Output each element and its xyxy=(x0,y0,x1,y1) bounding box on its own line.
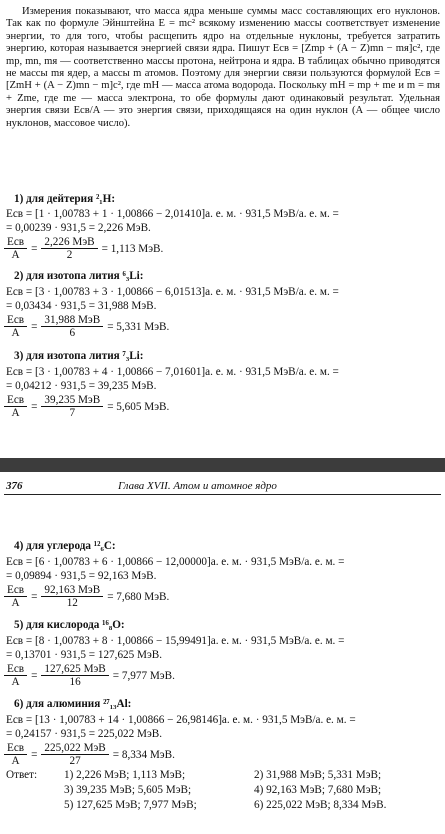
value-fraction: $\frac{\text{31,988 МэВ}}{6}$ xyxy=(41,314,103,339)
item-5-equation: Eсв = [8 · 1,00783 + 8 · 1,00866 − 15,99491]а. е. м. · 931,5 МэВ/а. е. м. = xyxy=(6,635,345,647)
ratio-e-a: $\frac{\text{Eсв}}{A}$ xyxy=(4,584,27,609)
item-1-result: = 0,00239 · 931,5 = 2,226 МэВ. xyxy=(6,222,151,234)
value-fraction: $\frac{\text{127,625 МэВ}}{16}$ xyxy=(41,663,108,688)
ratio-e-a: $\frac{\text{Eсв}}{A}$ xyxy=(4,742,27,767)
item-6-specific-energy: = 8,334 МэВ. xyxy=(112,748,175,761)
answer-label: Ответ: xyxy=(6,769,38,781)
page-number: 376 xyxy=(6,480,23,492)
page-separator xyxy=(0,458,445,472)
item-6-fraction: $\frac{\text{Eсв}}{A}$ = $\frac{\text{225,022 МэВ}}{27}$ = 8,334 МэВ. xyxy=(4,742,175,767)
ratio-e-a: $\frac{\text{Eсв}}{A}$ xyxy=(4,314,27,339)
item-2-specific-energy: = 5,331 МэВ. xyxy=(107,320,170,333)
ratio-e-a: $\frac{\text{Eсв}}{A}$ xyxy=(4,394,27,419)
item-1-equation: Eсв = [1 · 1,00783 + 1 · 1,00866 − 2,01410]а. е. м. · 931,5 МэВ/а. е. м. = xyxy=(6,208,339,220)
intro-paragraph xyxy=(6,6,440,130)
item-2-header: 2) для изотопа лития ⁶₃Li: xyxy=(14,270,144,282)
ratio-e-a: $\frac{\text{Eсв}}{A}$ xyxy=(4,236,27,261)
intro-text: Измерения показывают, что масса ядра меньше суммы масс составляющих его нуклонов. Так как по формуле Эйнштейна E = mc² всякому изменению массы соответствует изменение энергии, то для того, чтобы расщепить ядро на отдельные нуклоны, требуется затратить энергию, которая называется энергией связи ядра. Пишут Eсв = [Zmp + (A − Z)mn − mя]c², где mp, mn, mя — соответственно массы протона, нейтрона и ядра. В таблицах обычно приводятся не массы mя ядер, а массы m атомов. Поэтому для энергии связи пользуются формулой Eсв = [ZmH + (A − Z)mn − m]c², где mH — масса атома водорода. Поскольку mH = mp + me и m = mя + Zme, где me — масса электрона, то обе формулы дают одинаковый результат. Удельная энергия связи Eсв/A — это энергия связи, приходящаяся на один нуклон (A — общее число нуклонов, массовое число). xyxy=(6,6,440,129)
item-3-equation: Eсв = [3 · 1,00783 + 4 · 1,00866 − 7,01601]а. е. м. · 931,5 МэВ/а. е. м. = xyxy=(6,366,339,378)
item-2-result: = 0,03434 · 931,5 = 31,988 МэВ. xyxy=(6,300,157,312)
item-5-fraction: $\frac{\text{Eсв}}{A}$ = $\frac{\text{127,625 МэВ}}{16}$ = 7,977 МэВ. xyxy=(4,663,175,688)
value-fraction: $\frac{\text{92,163 МэВ}}{12}$ xyxy=(41,584,103,609)
item-5-header: 5) для кислорода ¹⁶₈O: xyxy=(14,619,125,631)
value-fraction: $\frac{\text{2,226 МэВ}}{2}$ xyxy=(41,236,97,261)
item-4-specific-energy: = 7,680 МэВ. xyxy=(107,590,170,603)
item-1-specific-energy: = 1,113 МэВ. xyxy=(101,242,164,255)
item-6-header: 6) для алюминия ²⁷₁₃Al: xyxy=(14,698,132,710)
answer-1: 1) 2,226 МэВ; 1,113 МэВ; xyxy=(64,769,186,781)
value-fraction: $\frac{\text{225,022 МэВ}}{27}$ xyxy=(41,742,108,767)
item-6-equation: Eсв = [13 · 1,00783 + 14 · 1,00866 − 26,98146]а. е. м. · 931,5 МэВ/а. е. м. = xyxy=(6,714,356,726)
item-3-specific-energy: = 5,605 МэВ. xyxy=(107,400,170,413)
ratio-e-a: $\frac{\text{Eсв}}{A}$ xyxy=(4,663,27,688)
item-3-fraction: $\frac{\text{Eсв}}{A}$ = $\frac{\text{39,235 МэВ}}{7}$ = 5,605 МэВ. xyxy=(4,394,169,419)
answer-6: 6) 225,022 МэВ; 8,334 МэВ. xyxy=(254,799,387,811)
answer-5: 5) 127,625 МэВ; 7,977 МэВ; xyxy=(64,799,197,811)
item-4-result: = 0,09894 · 931,5 = 92,163 МэВ. xyxy=(6,570,157,582)
item-3-result: = 0,04212 · 931,5 = 39,235 МэВ. xyxy=(6,380,157,392)
item-4-equation: Eсв = [6 · 1,00783 + 6 · 1,00866 − 12,00000]а. е. м. · 931,5 МэВ/а. е. м. = xyxy=(6,556,345,568)
item-1-fraction: $\frac{\text{Eсв}}{A}$ = $\frac{\text{2,226 МэВ}}{2}$ = 1,113 МэВ. xyxy=(4,236,163,261)
item-2-equation: Eсв = [3 · 1,00783 + 3 · 1,00866 − 6,01513]а. е. м. · 931,5 МэВ/а. е. м. = xyxy=(6,286,339,298)
item-3-header: 3) для изотопа лития ⁷₃Li: xyxy=(14,350,144,362)
answer-2: 2) 31,988 МэВ; 5,331 МэВ; xyxy=(254,769,382,781)
item-4-header: 4) для углерода ¹²₆C: xyxy=(14,540,116,552)
running-head xyxy=(0,472,445,500)
header-rule xyxy=(4,494,441,495)
answer-4: 4) 92,163 МэВ; 7,680 МэВ; xyxy=(254,784,382,796)
item-4-fraction: $\frac{\text{Eсв}}{A}$ = $\frac{\text{92,163 МэВ}}{12}$ = 7,680 МэВ. xyxy=(4,584,169,609)
chapter-title: Глава XVII. Атом и атомное ядро xyxy=(118,480,277,492)
item-1-header: 1) для дейтерия ²₁H: xyxy=(14,193,116,205)
item-6-result: = 0,24157 · 931,5 = 225,022 МэВ. xyxy=(6,728,163,740)
value-fraction: $\frac{\text{39,235 МэВ}}{7}$ xyxy=(41,394,103,419)
item-2-fraction: $\frac{\text{Eсв}}{A}$ = $\frac{\text{31,988 МэВ}}{6}$ = 5,331 МэВ. xyxy=(4,314,169,339)
item-5-specific-energy: = 7,977 МэВ. xyxy=(112,669,175,682)
item-5-result: = 0,13701 · 931,5 = 127,625 МэВ. xyxy=(6,649,163,661)
answer-3: 3) 39,235 МэВ; 5,605 МэВ; xyxy=(64,784,192,796)
